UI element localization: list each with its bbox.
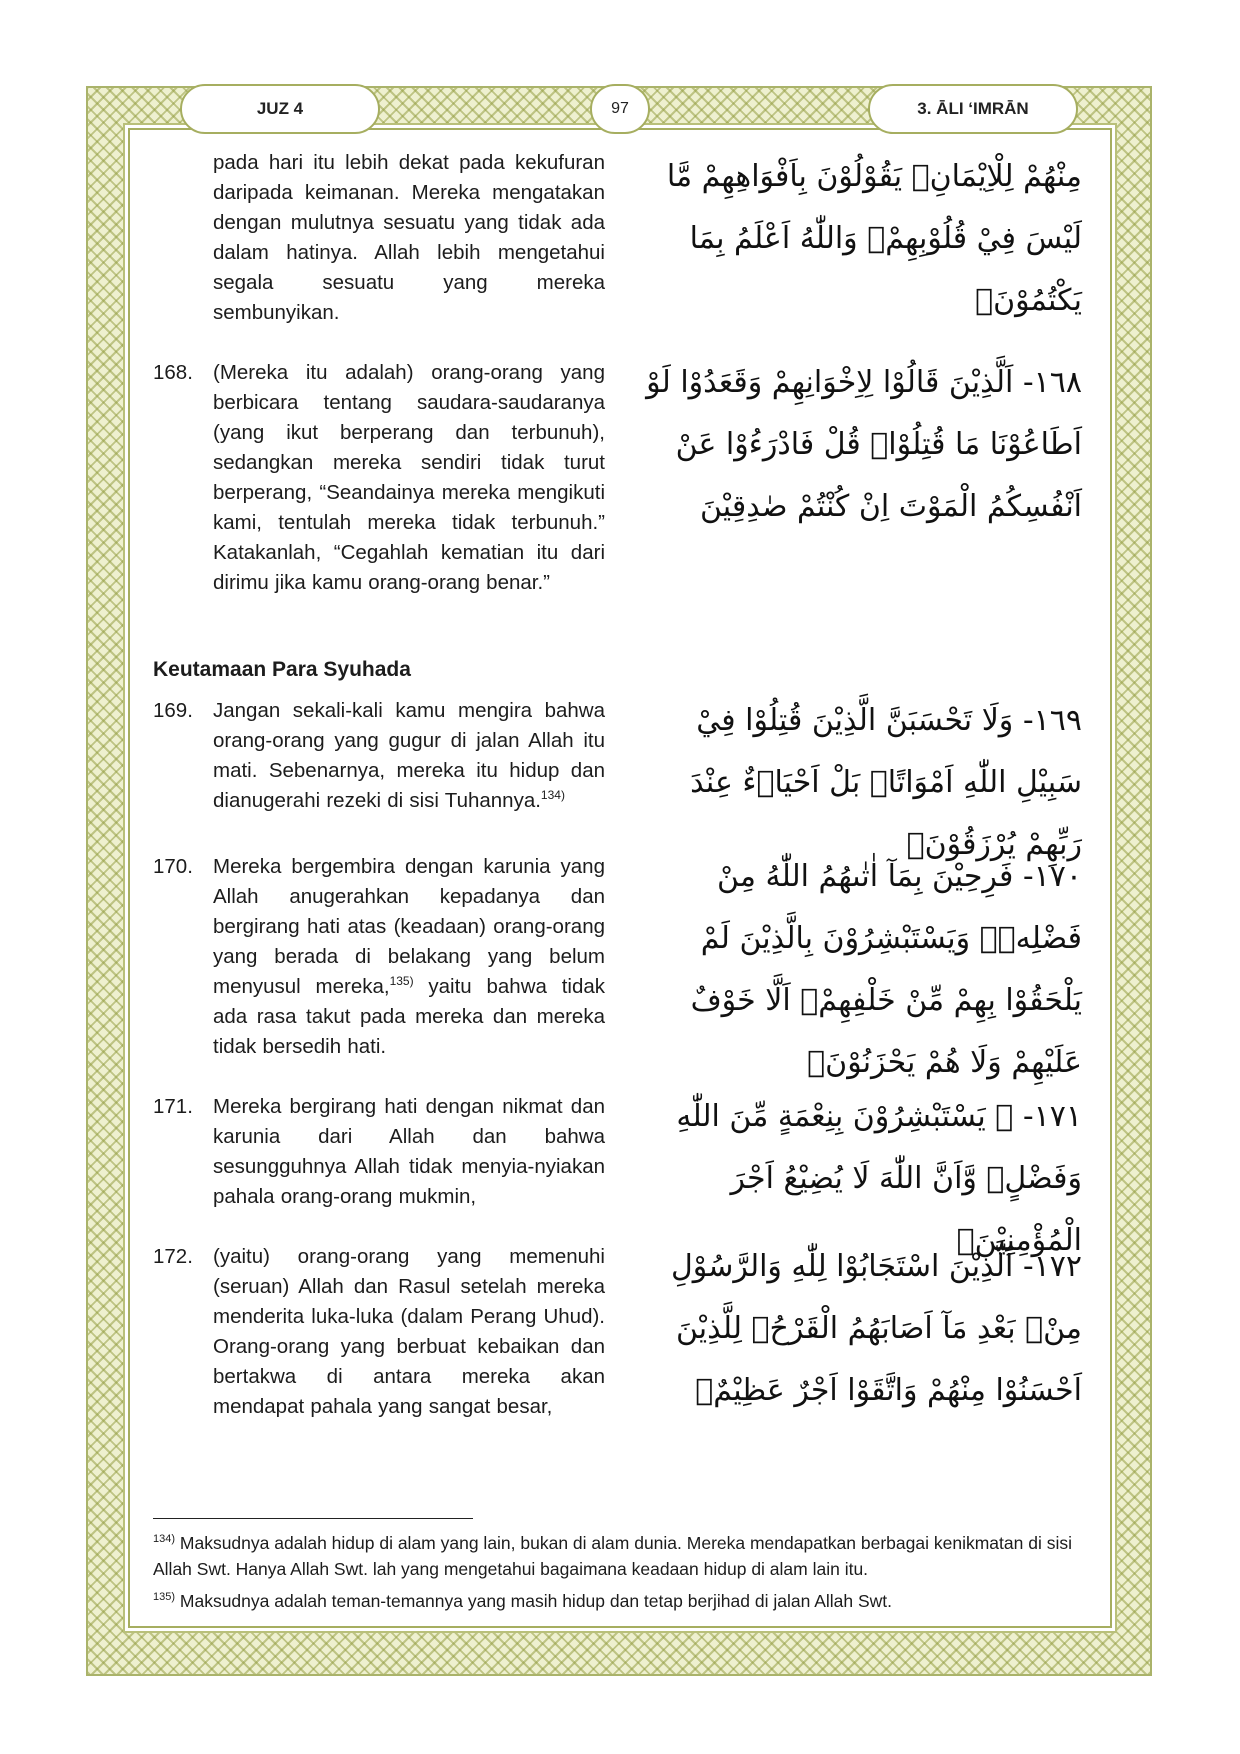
verse-arabic: ١٦٨- اَلَّذِيْنَ قَالُوْا لِاِخْوَانِهِمْ وَقَعَدُوْا لَوْ اَطَاعُوْنَا مَا قُتِلُوْاۗ قُلْ فَادْرَءُوْا عَنْ اَنْفُسِكُمُ الْمَوْتَ اِنْ كُنْتُمْ صٰدِقِيْنَ bbox=[646, 365, 1082, 524]
verse-number: 168. bbox=[153, 361, 193, 384]
footnote-text: Maksudnya adalah teman-temannya yang masih hidup dan tetap berjihad di jalan Allah Swt. bbox=[175, 1590, 893, 1611]
verse-translation bbox=[213, 696, 605, 816]
verse-arabic: ١٧١- ۞ يَسْتَبْشِرُوْنَ بِنِعْمَةٍ مِّنَ اللّٰهِ وَفَضْلٍۗ وَّاَنَّ اللّٰهَ لَا يُضِيْعُ اَجْرَ الْمُؤْمِنِيْنَۛ bbox=[676, 1099, 1082, 1258]
verse-arabic: ١٧٠- فَرِحِيْنَ بِمَآ اٰتٰىهُمُ اللّٰهُ مِنْ فَضْلِهٖۙ وَيَسْتَبْشِرُوْنَ بِالَّذِيْنَ لَمْ يَلْحَقُوْا بِهِمْ مِّنْ خَلْفِهِمْۙ اَلَّا خَوْفٌ عَلَيْهِمْ وَلَا هُمْ يَحْزَنُوْنَۘ bbox=[690, 859, 1082, 1080]
verse-arabic: ١٧٢- اَلَّذِيْنَ اسْتَجَابُوْا لِلّٰهِ وَالرَّسُوْلِ مِنْۢ بَعْدِ مَآ اَصَابَهُمُ الْقَرْحُۛ لِلَّذِيْنَ اَحْسَنُوْا مِنْهُمْ وَاتَّقَوْا اَجْرٌ عَظِيْمٌۚ bbox=[670, 1249, 1082, 1408]
juz-label: JUZ 4 bbox=[180, 84, 380, 134]
footnote-text: Maksudnya adalah hidup di alam yang lain, bukan di alam dunia. Mereka mendapatkan berbagai kenikmatan di sisi Allah Swt. Hanya Allah Swt. lah yang mengetahui bagaimana keadaan hidup di alam lain itu. bbox=[153, 1532, 1072, 1579]
verse-arabic: مِنْهُمْ لِلْاِيْمَانِۚ يَقُوْلُوْنَ بِاَفْوَاهِهِمْ مَّا لَيْسَ فِيْ قُلُوْبِهِمْۗ وَاللّٰهُ اَعْلَمُ بِمَا يَكْتُمُوْنَۚ bbox=[666, 159, 1082, 318]
verse-translation: (Mereka itu adalah) orang-orang yang berbicara tentang saudara-saudaranya (yang ikut berperang dan terbunuh), sedangkan mereka sendiri tidak turut berperang, “Seandainya mereka mengikuti kami, tentulah mereka tidak terbunuh.” Katakanlah, “Cegahlah kematian itu dari dirimu jika kamu orang-orang benar.” bbox=[213, 361, 605, 594]
footnote-marker: 135) bbox=[153, 1591, 176, 1603]
verse-translation: Mereka bergirang hati dengan nikmat dan karunia dari Allah dan bahwa sesungguhnya Allah tidak menyia-nyiakan pahala orang-orang mukmin, bbox=[213, 1095, 605, 1208]
verse-translation: (yaitu) orang-orang yang memenuhi (seruan) Allah dan Rasul setelah mereka menderita luka-luka (dalam Perang Uhud). Orang-orang yang berbuat kebaikan dan bertakwa di antara mereka akan mendapat pahala yang sangat besar, bbox=[213, 1245, 605, 1418]
footnote bbox=[153, 1526, 1088, 1582]
verse-text: Jangan sekali-kali kamu mengira bahwa orang-orang yang gugur di jalan Allah itu mati. Sebenarnya, mereka itu hidup dan dianugerahi rezeki di sisi Tuhannya. bbox=[213, 699, 605, 812]
footnote-ref[interactable]: 135) bbox=[389, 974, 414, 989]
verse-number: 171. bbox=[153, 1095, 193, 1118]
page-number: 97 bbox=[590, 84, 650, 134]
footnote-marker: 134) bbox=[153, 1533, 176, 1545]
verse-arabic: ١٦٩- وَلَا تَحْسَبَنَّ الَّذِيْنَ قُتِلُوْا فِيْ سَبِيْلِ اللّٰهِ اَمْوَاتًاۗ بَلْ اَحْيَاۤءٌ عِنْدَ رَبِّهِمْ يُرْزَقُوْنَۙ bbox=[690, 703, 1082, 862]
verse-text: yaitu bahwa tidak ada rasa takut pada mereka dan mereka tidak bersedih hati. bbox=[213, 975, 605, 1058]
verse-number: 170. bbox=[153, 855, 193, 878]
verse-number: 169. bbox=[153, 699, 193, 722]
footnote bbox=[153, 1584, 1088, 1614]
footnote-ref[interactable]: 134) bbox=[540, 788, 565, 803]
verse-translation: pada hari itu lebih dekat pada kekufuran daripada keimanan. Mereka mengatakan dengan mulutnya sesuatu yang tidak ada dalam hatinya. Allah lebih mengetahui segala sesuatu yang mereka sembunyikan. bbox=[213, 151, 605, 324]
verse-text: Mereka bergembira dengan karunia yang Allah anugerahkan kepadanya dan bergirang hati atas (keadaan) orang-orang yang berada di belakang yang belum menyusul mereka, bbox=[213, 855, 605, 998]
surah-label: 3. ĀLI ‘IMRĀN bbox=[868, 84, 1078, 134]
footnote-divider bbox=[153, 1518, 473, 1519]
section-heading: Keutamaan Para Syuhada bbox=[153, 658, 411, 681]
verse-number: 172. bbox=[153, 1245, 193, 1268]
verse-translation bbox=[213, 852, 605, 1062]
